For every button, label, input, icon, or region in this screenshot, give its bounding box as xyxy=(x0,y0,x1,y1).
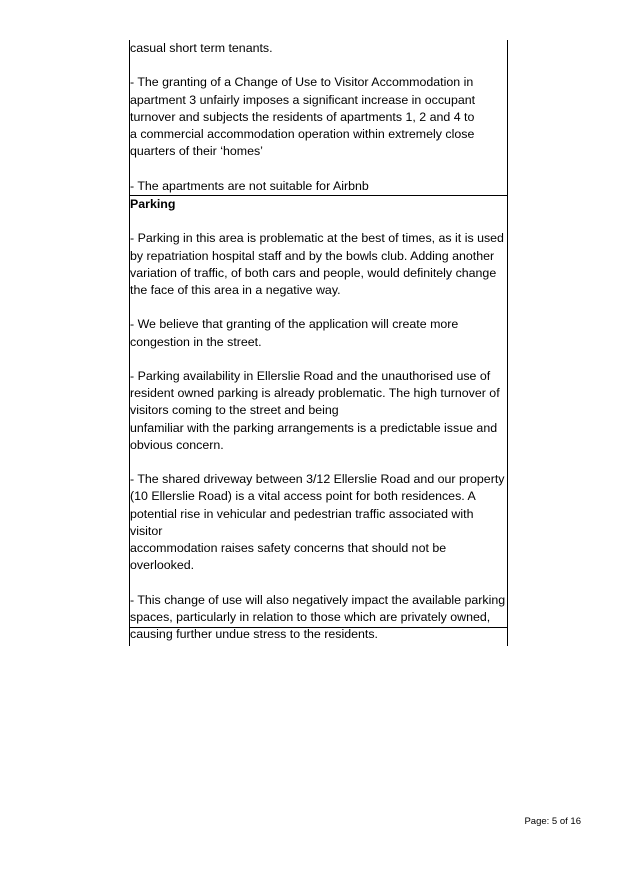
text-line: a commercial accommodation operation within extremely close xyxy=(130,127,475,141)
blank-line xyxy=(130,213,506,230)
text-line: (10 Ellerslie Road) is a vital access point for both residences. A xyxy=(130,489,476,504)
text-line: obvious concern. xyxy=(130,437,224,452)
text-line: - This change of use will also negatively impact the available parking xyxy=(130,592,506,607)
text-line: causing further undue stress to the residents. xyxy=(130,627,378,641)
text-line: - The apartments are not suitable for Airbnb xyxy=(130,178,369,193)
text-line: - The granting of a Change of Use to Visitor Accommodation in xyxy=(130,75,474,90)
text-line: resident owned parking is already problematic. The high turnover of xyxy=(130,386,500,401)
text-line: apartment 3 unfairly imposes a significant increase in occupant xyxy=(130,92,476,107)
page-number: Page: 5 of 16 xyxy=(524,816,581,827)
text-line: - Parking in this area is problematic at the best of times, as it is used xyxy=(130,231,504,246)
text-line: turnover and subjects the residents of apartments 1, 2 and 4 to xyxy=(130,109,475,124)
text-line: the face of this area in a negative way. xyxy=(130,283,341,297)
blank-line xyxy=(130,351,506,368)
blank-line xyxy=(130,454,506,471)
blank-line xyxy=(130,160,506,177)
text-line: by repatriation hospital staff and by the bowls club. Adding another xyxy=(130,248,495,263)
text-line: variation of traffic, of both cars and people, would definitely change xyxy=(130,265,497,280)
text-line: spaces, particularly in relation to those which are privately owned, xyxy=(130,609,491,624)
text-line: - We believe that granting of the application will create more xyxy=(130,317,459,332)
text-line: congestion in the street. xyxy=(130,334,262,349)
blank-line xyxy=(130,574,506,591)
text-line: quarters of their ‘homes’ xyxy=(130,144,263,159)
text-line: - The shared driveway between 3/12 Ellerslie Road and our property xyxy=(130,472,505,487)
blank-line xyxy=(130,57,506,74)
section-parking xyxy=(130,196,506,643)
blank-line xyxy=(130,299,506,316)
text-line: visitors coming to the street and being xyxy=(130,403,339,418)
section-tenancy-concerns xyxy=(130,40,506,195)
text-line: accommodation raises safety concerns that should not be xyxy=(130,541,447,555)
text-line: overlooked. xyxy=(130,558,195,573)
section-heading: Parking xyxy=(130,197,176,211)
text-line: potential rise in vehicular and pedestrian traffic associated with visitor xyxy=(130,506,474,538)
text-line: unfamiliar with the parking arrangements is a predictable issue and xyxy=(130,420,498,435)
text-line: casual short term tenants. xyxy=(130,41,273,55)
table-right-border xyxy=(507,40,508,646)
text-line: - Parking availability in Ellerslie Road and the unauthorised use of xyxy=(130,368,491,383)
